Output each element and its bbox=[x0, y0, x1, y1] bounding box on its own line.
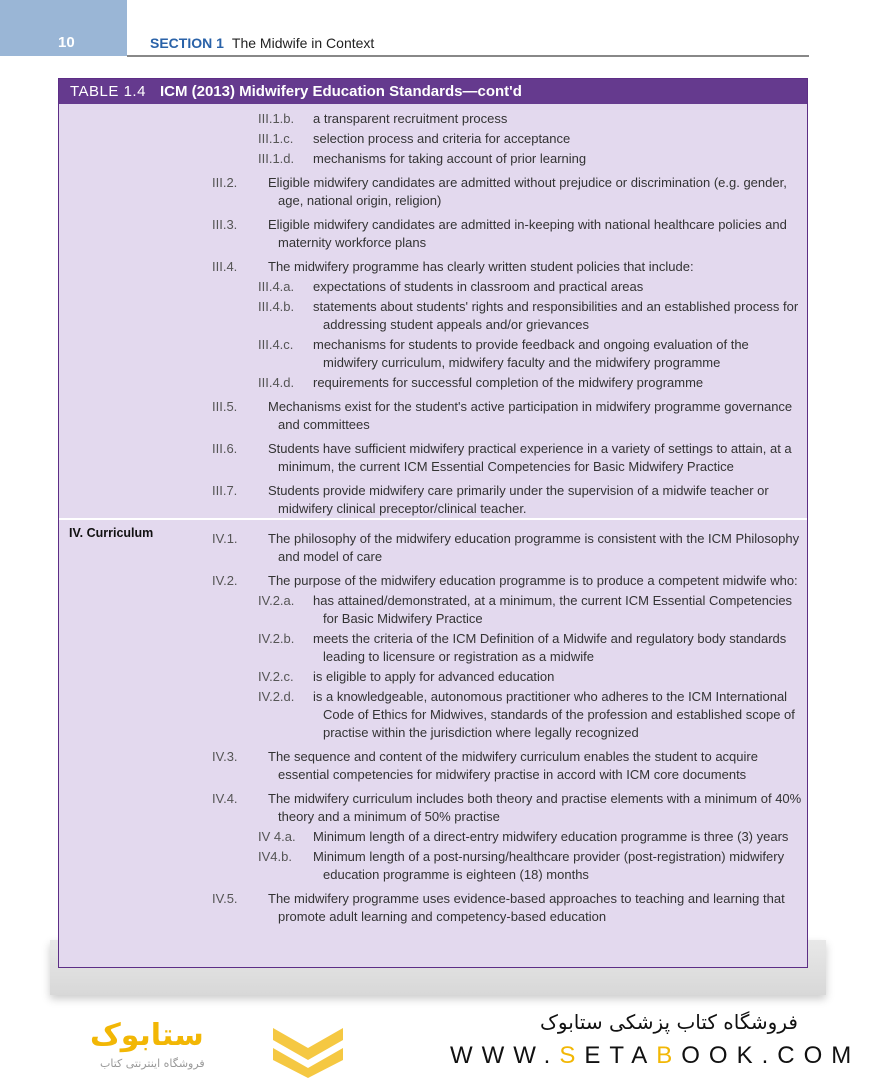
table-number: TABLE 1.4 bbox=[70, 83, 146, 100]
standard-item bbox=[59, 530, 807, 566]
standard-code: IV.2.a. bbox=[258, 593, 295, 608]
chevron-logo-icon bbox=[268, 1018, 348, 1078]
standard-code: III.1.d. bbox=[258, 151, 295, 166]
standard-code: III.4. bbox=[212, 259, 238, 274]
standard-item bbox=[59, 374, 807, 392]
section-label: SECTION 1 bbox=[150, 35, 224, 51]
standard-text: The midwifery curriculum includes both theory and practise elements with a minimum of 40% theory and a minimum of 50% practise bbox=[268, 791, 802, 824]
standard-code: III.6. bbox=[212, 441, 238, 456]
logo: ستابوک bbox=[90, 1018, 204, 1053]
standard-code: III.7. bbox=[212, 483, 238, 498]
standard-code: III.2. bbox=[212, 175, 238, 190]
standard-code: III.4.a. bbox=[258, 279, 295, 294]
standard-item bbox=[59, 258, 807, 276]
standard-text: Mechanisms exist for the student's active participation in midwifery programme governance and committees bbox=[268, 399, 793, 432]
standard-code: IV 4.a. bbox=[258, 829, 296, 844]
standard-text: The midwifery programme has clearly written student policies that include: bbox=[268, 259, 694, 274]
standard-item bbox=[59, 278, 807, 296]
standard-code: III.3. bbox=[212, 217, 238, 232]
standard-code: III.4.b. bbox=[258, 299, 295, 314]
table-section bbox=[59, 518, 807, 926]
standard-item bbox=[59, 668, 807, 686]
standard-item bbox=[59, 482, 807, 518]
logo-tagline: فروشگاه اینترنتی کتاب bbox=[100, 1057, 205, 1070]
standard-code: IV.4. bbox=[212, 791, 238, 806]
standard-code: IV.2.b. bbox=[258, 631, 295, 646]
url-part: S bbox=[559, 1042, 585, 1069]
standard-text: mechanisms for taking account of prior learning bbox=[313, 151, 587, 166]
standard-text: has attained/demonstrated, at a minimum, the current ICM Essential Competencies for Basic Midwifery Practice bbox=[313, 593, 793, 626]
standard-item bbox=[59, 630, 807, 666]
standard-item bbox=[59, 398, 807, 434]
standard-code: IV.2.d. bbox=[258, 689, 295, 704]
standards-table bbox=[58, 78, 808, 968]
standard-item bbox=[59, 110, 807, 128]
standard-text: The purpose of the midwifery education programme is to produce a competent midwife who: bbox=[268, 573, 798, 588]
standard-item bbox=[59, 790, 807, 826]
store-name: فروشگاه کتاب پزشکی ستابوک bbox=[540, 1010, 798, 1034]
url-part: WWW. bbox=[450, 1042, 560, 1069]
url-part: OOK.COM bbox=[681, 1042, 861, 1069]
standard-code: IV.3. bbox=[212, 749, 238, 764]
standard-text: mechanisms for students to provide feedback and ongoing evaluation of the midwifery curriculum, midwifery faculty and the midwifery programme bbox=[313, 337, 749, 370]
standard-text: Eligible midwifery candidates are admitted without prejudice or discrimination (e.g. gender, age, national origin, religion) bbox=[268, 175, 787, 208]
standard-item bbox=[59, 216, 807, 252]
standard-text: expectations of students in classroom and practical areas bbox=[313, 279, 644, 294]
standard-text: The sequence and content of the midwifery curriculum enables the student to acquire essential competencies for midwifery practise in accord with ICM core documents bbox=[268, 749, 758, 782]
standard-item bbox=[59, 174, 807, 210]
table-body bbox=[59, 104, 807, 926]
standard-code: IV4.b. bbox=[258, 849, 292, 864]
standard-text: statements about students' rights and responsibilities and an established process for addressing student appeals and/or grievances bbox=[313, 299, 799, 332]
standard-item bbox=[59, 848, 807, 884]
standard-item bbox=[59, 592, 807, 628]
standard-text: selection process and criteria for acceptance bbox=[313, 131, 571, 146]
running-header bbox=[150, 35, 374, 51]
standard-code: III.1.b. bbox=[258, 111, 295, 126]
standard-item bbox=[59, 298, 807, 334]
store-url[interactable] bbox=[450, 1042, 860, 1070]
standard-text: The midwifery programme uses evidence-based approaches to teaching and learning that promote adult learning and competency-based education bbox=[268, 891, 785, 924]
section-label: IV. Curriculum bbox=[69, 526, 154, 540]
standard-code: IV.2. bbox=[212, 573, 238, 588]
standard-text: Minimum length of a direct-entry midwifery education programme is three (3) years bbox=[313, 829, 789, 844]
standard-code: III.4.d. bbox=[258, 375, 295, 390]
standard-item bbox=[59, 572, 807, 590]
section-title: The Midwife in Context bbox=[231, 35, 375, 51]
standard-item bbox=[59, 748, 807, 784]
table-section bbox=[59, 104, 807, 518]
standard-code: IV.2.c. bbox=[258, 669, 294, 684]
url-part: ETA bbox=[584, 1042, 657, 1069]
standard-code: III.1.c. bbox=[258, 131, 294, 146]
standard-item bbox=[59, 130, 807, 148]
standard-item bbox=[59, 336, 807, 372]
standard-item bbox=[59, 828, 807, 846]
standard-code: IV.5. bbox=[212, 891, 238, 906]
standard-text: The philosophy of the midwifery education programme is consistent with the ICM Philosophy and model of care bbox=[268, 531, 800, 564]
table-title: ICM (2013) Midwifery Education Standards—cont'd bbox=[159, 83, 522, 100]
table-header bbox=[59, 79, 807, 104]
standard-text: Students provide midwifery care primarily under the supervision of a midwife teacher or midwifery clinical preceptor/clinical teacher. bbox=[268, 483, 769, 516]
url-part: B bbox=[656, 1042, 682, 1069]
standard-text: Students have sufficient midwifery practical experience in a variety of settings to attain, at a minimum, the current ICM Essential Competencies for Basic Midwifery Practice bbox=[268, 441, 792, 474]
standard-code: III.5. bbox=[212, 399, 238, 414]
standard-item bbox=[59, 440, 807, 476]
standard-text: a transparent recruitment process bbox=[313, 111, 508, 126]
standard-text: is a knowledgeable, autonomous practitioner who adheres to the ICM International Code of Ethics for Midwives, standards of the profession and established scope of practise within the jurisdiction where legally recognized bbox=[313, 689, 795, 740]
standard-item bbox=[59, 688, 807, 742]
standard-item bbox=[59, 150, 807, 168]
standard-text: meets the criteria of the ICM Definition of a Midwife and regulatory body standards leading to licensure or registration as a midwife bbox=[313, 631, 787, 664]
standard-code: IV.1. bbox=[212, 531, 238, 546]
header-rule bbox=[127, 55, 809, 57]
standard-text: requirements for successful completion of the midwifery programme bbox=[313, 375, 704, 390]
standard-text: Minimum length of a post-nursing/healthcare provider (post-registration) midwifery education programme is eighteen (18) months bbox=[313, 849, 785, 882]
standard-item bbox=[59, 890, 807, 926]
page-number: 10 bbox=[58, 34, 75, 51]
standard-text: is eligible to apply for advanced education bbox=[313, 669, 555, 684]
standard-text: Eligible midwifery candidates are admitted in-keeping with national healthcare policies and maternity workforce plans bbox=[268, 217, 787, 250]
standard-code: III.4.c. bbox=[258, 337, 294, 352]
